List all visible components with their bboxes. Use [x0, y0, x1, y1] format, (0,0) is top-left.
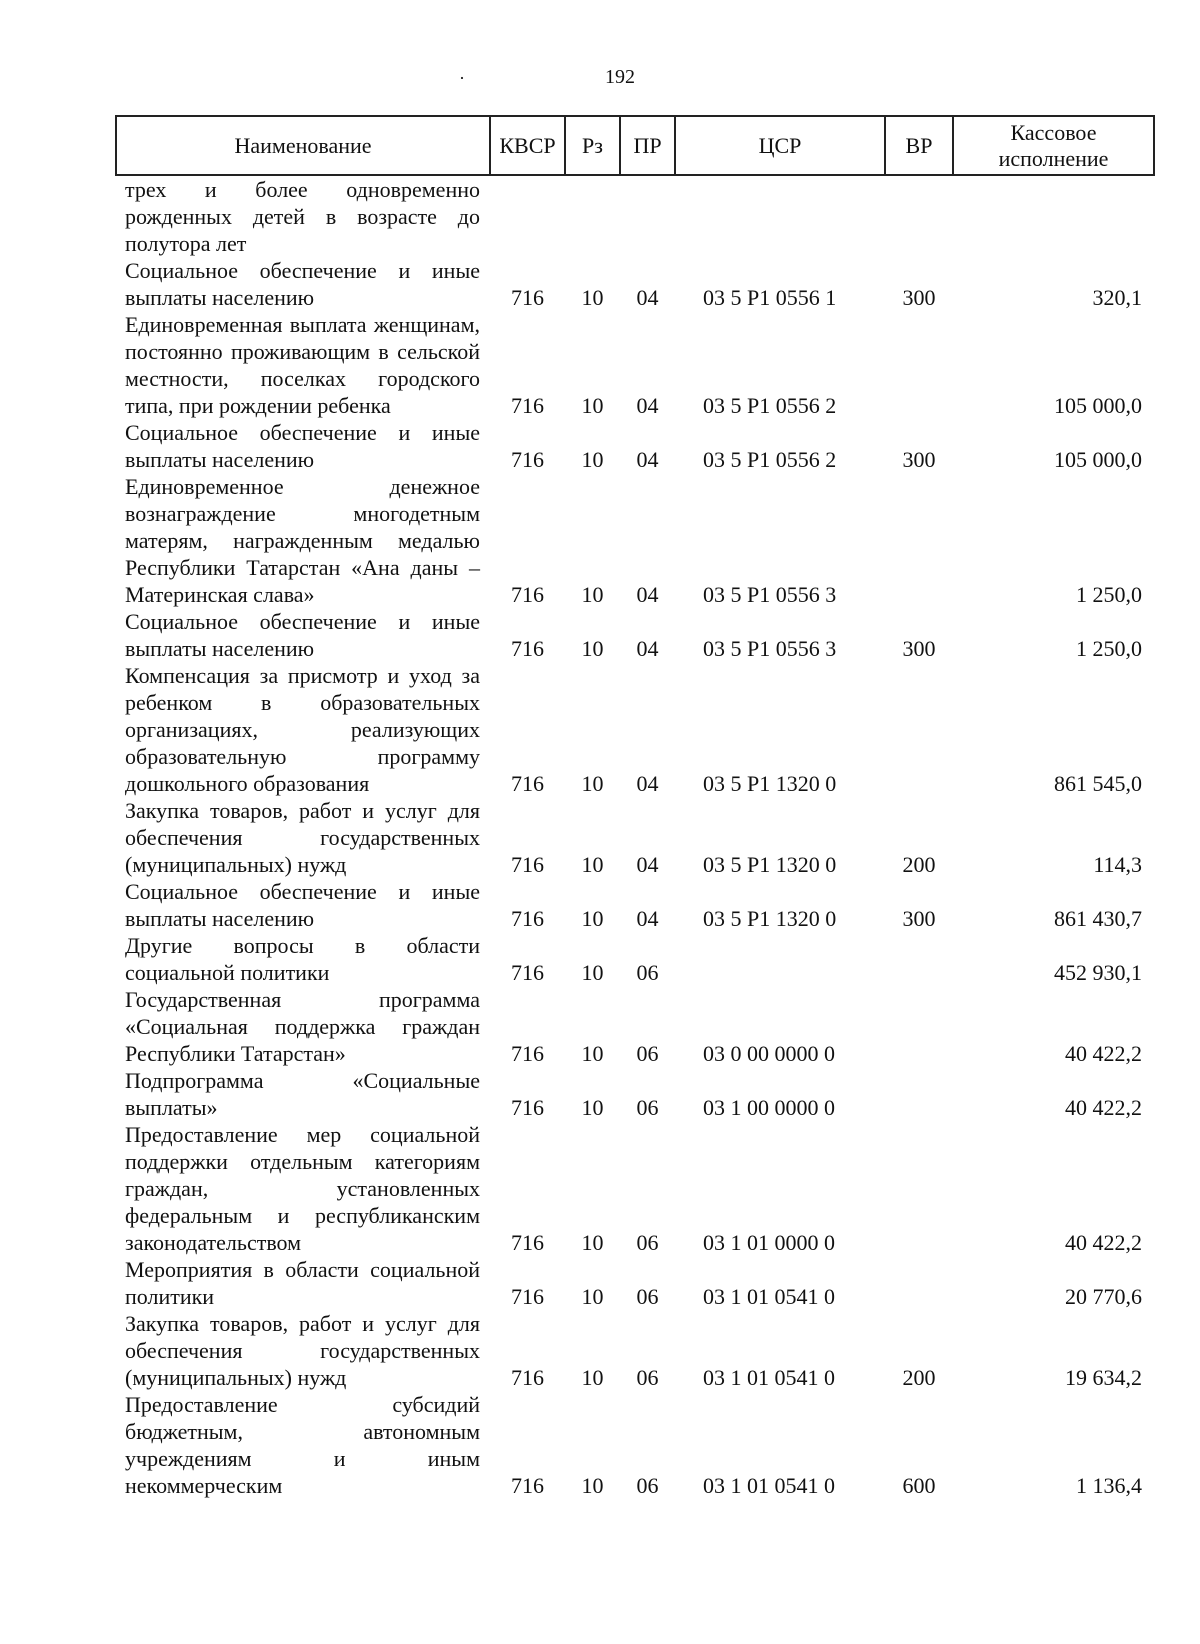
scan-artifact-dot: · — [459, 68, 465, 88]
cell-rz: 10 — [581, 960, 604, 985]
table-row — [116, 1391, 1154, 1499]
table-row — [116, 419, 1154, 473]
cell-pr: 04 — [636, 906, 659, 931]
header-name: Наименование — [116, 116, 490, 175]
table-row — [116, 1121, 1154, 1256]
cell-vr — [885, 311, 953, 419]
header-sum: Кассовое исполнение — [953, 116, 1154, 175]
cell-rz: 10 — [581, 393, 604, 418]
cell-name: Подпрограмма «Социальные выплаты» — [125, 1068, 480, 1120]
cell-name: Социальное обеспечение и иные выплаты населению — [125, 609, 480, 661]
table-row — [116, 797, 1154, 878]
table-row — [116, 473, 1154, 608]
cell-vr: 600 — [902, 1473, 936, 1498]
cell-csr — [675, 932, 885, 986]
cell-csr: 03 5 Р1 0556 3 — [703, 636, 837, 661]
cell-sum: 320,1 — [1092, 285, 1142, 310]
cell-vr — [885, 1121, 953, 1256]
cell-rz: 10 — [581, 1230, 604, 1255]
cell-sum: 105 000,0 — [1054, 447, 1142, 472]
cell-vr: 200 — [902, 1365, 936, 1390]
cell-sum: 40 422,2 — [1065, 1095, 1142, 1120]
cell-pr: 04 — [636, 582, 659, 607]
table-header-row — [116, 116, 1154, 175]
cell-rz: 10 — [581, 906, 604, 931]
cell-pr: 06 — [636, 1095, 659, 1120]
cell-name: трех и более одновременно рожденных детей в возрасте до полутора лет — [125, 177, 480, 256]
cell-kvsr: 716 — [511, 285, 544, 310]
cell-sum: 19 634,2 — [1065, 1365, 1142, 1390]
cell-name: Мероприятия в области социальной политики — [125, 1257, 480, 1309]
cell-rz: 10 — [581, 1284, 604, 1309]
cell-csr: 03 0 00 0000 0 — [703, 1041, 835, 1066]
cell-csr: 03 1 00 0000 0 — [703, 1095, 835, 1120]
cell-pr: 04 — [636, 771, 659, 796]
cell-csr: 03 5 Р1 0556 3 — [703, 582, 837, 607]
cell-sum: 861 430,7 — [1054, 906, 1142, 931]
cell-csr: 03 1 01 0541 0 — [703, 1473, 835, 1498]
cell-kvsr: 716 — [511, 447, 544, 472]
table-row — [116, 311, 1154, 419]
cell-kvsr: 716 — [511, 1041, 544, 1066]
cell-kvsr: 716 — [511, 1284, 544, 1309]
cell-pr: 06 — [636, 960, 659, 985]
cell-name: Социальное обеспечение и иные выплаты населению — [125, 420, 480, 472]
cell-name: Государственная программа «Социальная поддержка граждан Республики Татарстан» — [125, 987, 480, 1066]
page-number: 192 — [605, 66, 635, 88]
cell-rz: 10 — [581, 1365, 604, 1390]
header-vr: ВР — [885, 116, 953, 175]
cell-csr: 03 1 01 0000 0 — [703, 1230, 835, 1255]
cell-csr: 03 1 01 0541 0 — [703, 1284, 835, 1309]
cell-vr — [885, 473, 953, 608]
cell-vr: 300 — [902, 447, 936, 472]
cell-csr: 03 5 Р1 0556 2 — [703, 447, 837, 472]
cell-kvsr: 716 — [511, 582, 544, 607]
cell-csr: 03 1 01 0541 0 — [703, 1365, 835, 1390]
cell-rz: 10 — [581, 1095, 604, 1120]
cell-rz: 10 — [581, 582, 604, 607]
table-row — [116, 662, 1154, 797]
table-row — [116, 608, 1154, 662]
cell-pr — [620, 175, 675, 257]
cell-name: Закупка товаров, работ и услуг для обеспечения государственных (муниципальных) нужд — [125, 1311, 480, 1390]
cell-sum: 20 770,6 — [1065, 1284, 1142, 1309]
cell-name: Компенсация за присмотр и уход за ребенком в образовательных организациях, реализующих образовательную программу дошкольного образования — [125, 663, 480, 796]
cell-kvsr — [490, 175, 565, 257]
budget-table — [115, 115, 1155, 1499]
cell-pr: 06 — [636, 1284, 659, 1309]
cell-pr: 04 — [636, 447, 659, 472]
cell-kvsr: 716 — [511, 906, 544, 931]
cell-csr — [675, 175, 885, 257]
cell-name: Единовременная выплата женщинам, постоянно проживающим в сельской местности, поселках городского типа, при рождении ребенка — [125, 312, 480, 418]
cell-kvsr: 716 — [511, 771, 544, 796]
cell-pr: 06 — [636, 1230, 659, 1255]
cell-pr: 06 — [636, 1365, 659, 1390]
cell-vr — [885, 1256, 953, 1310]
cell-kvsr: 716 — [511, 1230, 544, 1255]
table-row — [116, 986, 1154, 1067]
cell-rz — [565, 175, 620, 257]
cell-csr: 03 5 Р1 0556 2 — [703, 393, 837, 418]
cell-sum: 1 136,4 — [1076, 1473, 1142, 1498]
cell-vr: 300 — [902, 906, 936, 931]
cell-rz: 10 — [581, 636, 604, 661]
table-row — [116, 1256, 1154, 1310]
cell-sum: 452 930,1 — [1054, 960, 1142, 985]
cell-kvsr: 716 — [511, 636, 544, 661]
cell-vr: 200 — [902, 852, 936, 877]
cell-pr: 06 — [636, 1041, 659, 1066]
cell-rz: 10 — [581, 285, 604, 310]
cell-name: Предоставление мер социальной поддержки отдельным категориям граждан, установленных федеральным и республиканским законодательством — [125, 1122, 480, 1255]
cell-sum — [953, 175, 1154, 257]
table-row — [116, 175, 1154, 257]
cell-rz: 10 — [581, 1041, 604, 1066]
table-row — [116, 878, 1154, 932]
table-row — [116, 1310, 1154, 1391]
cell-csr: 03 5 Р1 1320 0 — [703, 852, 837, 877]
cell-pr: 06 — [636, 1473, 659, 1498]
cell-pr: 04 — [636, 852, 659, 877]
cell-name: Социальное обеспечение и иные выплаты населению — [125, 879, 480, 931]
cell-rz: 10 — [581, 771, 604, 796]
cell-vr: 300 — [902, 636, 936, 661]
cell-kvsr: 716 — [511, 1473, 544, 1498]
cell-kvsr: 716 — [511, 1095, 544, 1120]
cell-vr — [885, 175, 953, 257]
cell-vr — [885, 932, 953, 986]
cell-sum: 105 000,0 — [1054, 393, 1142, 418]
cell-rz: 10 — [581, 447, 604, 472]
cell-csr: 03 5 Р1 1320 0 — [703, 771, 837, 796]
cell-pr: 04 — [636, 636, 659, 661]
cell-sum: 40 422,2 — [1065, 1230, 1142, 1255]
cell-name: Единовременное денежное вознаграждение многодетным матерям, награжденным медалью Республики Татарстан «Ана даны – Материнская слава» — [125, 474, 480, 607]
cell-kvsr: 716 — [511, 1365, 544, 1390]
cell-sum: 1 250,0 — [1076, 636, 1142, 661]
cell-name: Другие вопросы в области социальной политики — [125, 933, 480, 985]
cell-name: Социальное обеспечение и иные выплаты населению — [125, 258, 480, 310]
table-body — [116, 175, 1154, 1499]
cell-rz: 10 — [581, 852, 604, 877]
cell-sum: 861 545,0 — [1054, 771, 1142, 796]
table-row — [116, 257, 1154, 311]
table-row — [116, 932, 1154, 986]
cell-sum: 40 422,2 — [1065, 1041, 1142, 1066]
cell-rz: 10 — [581, 1473, 604, 1498]
cell-vr — [885, 986, 953, 1067]
header-kvsr: КВСР — [490, 116, 565, 175]
header-rz: Рз — [565, 116, 620, 175]
cell-csr: 03 5 Р1 1320 0 — [703, 906, 837, 931]
cell-name: Предоставление субсидий бюджетным, автономным учреждениям и иным некоммерческим — [125, 1392, 480, 1498]
cell-sum: 1 250,0 — [1076, 582, 1142, 607]
cell-csr: 03 5 Р1 0556 1 — [703, 285, 837, 310]
table-row — [116, 1067, 1154, 1121]
cell-name: Закупка товаров, работ и услуг для обеспечения государственных (муниципальных) нужд — [125, 798, 480, 877]
cell-pr: 04 — [636, 285, 659, 310]
cell-kvsr: 716 — [511, 393, 544, 418]
cell-pr: 04 — [636, 393, 659, 418]
cell-vr — [885, 1067, 953, 1121]
cell-sum: 114,3 — [1093, 852, 1142, 877]
cell-vr — [885, 662, 953, 797]
header-csr: ЦСР — [675, 116, 885, 175]
cell-vr: 300 — [902, 285, 936, 310]
cell-kvsr: 716 — [511, 852, 544, 877]
cell-kvsr: 716 — [511, 960, 544, 985]
header-pr: ПР — [620, 116, 675, 175]
